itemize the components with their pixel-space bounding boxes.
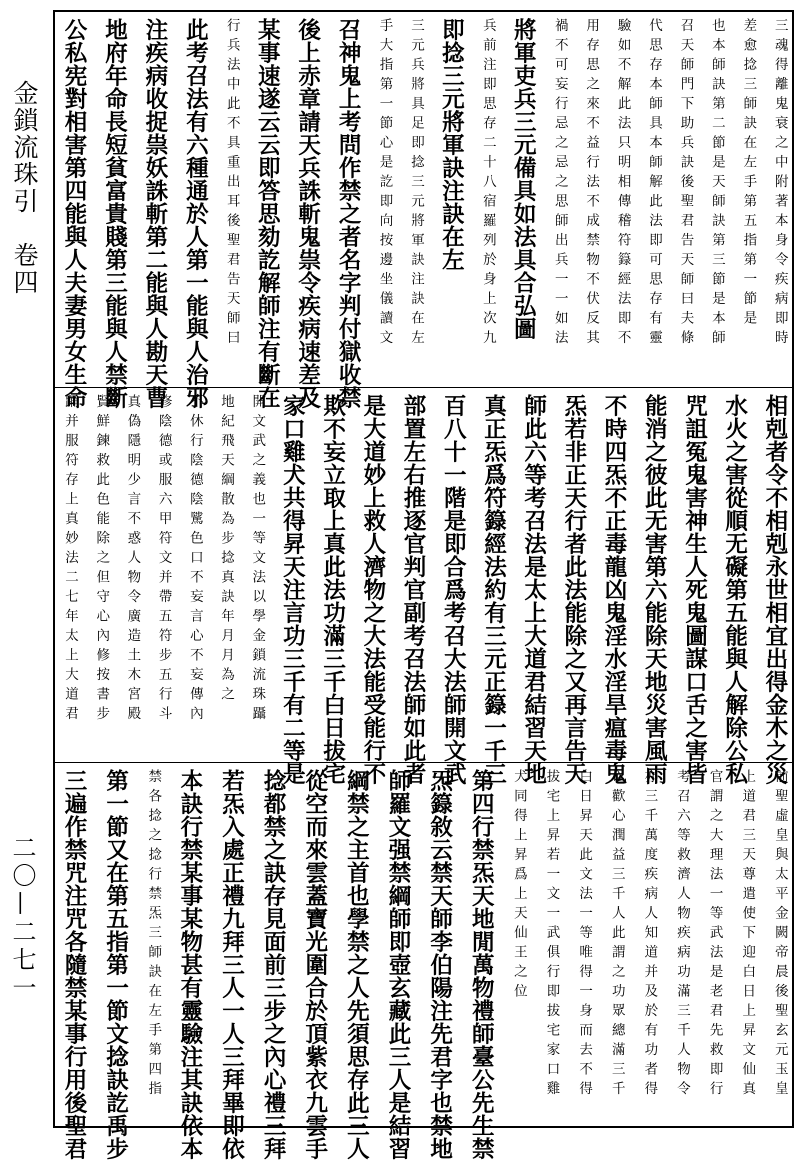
text-column: 差愈捻三師訣在左手第五指第一節是 — [740, 18, 757, 330]
text-column: 注疾病收捉祟妖誅斬第二能與人勘天曹 — [141, 18, 168, 409]
text-column: 三遍作禁咒注咒各隨禁某事行用後聖君 — [61, 769, 87, 1160]
text-column: 是大道妙上救人濟物之大法能受能行不 — [359, 394, 386, 785]
text-column: 踊并服符存上真妙法二七年太上大道君 — [62, 394, 78, 726]
text-column: 召天師門下助兵訣後聖君告天師曰夫條 — [677, 18, 694, 350]
register-top — [55, 12, 792, 409]
text-column: 修陰德或服六甲符文并帶五符步五行斗 — [155, 394, 172, 726]
text-column: 代思存本師具本師解此法即可思存有靈 — [646, 18, 662, 350]
text-column: 第四行禁炁天地閒萬物禮師臺公先生禁 — [468, 769, 495, 1160]
text-column: 手大指第一節心是訖即向按邊坐儀讀文 — [376, 18, 393, 350]
text-frame — [53, 10, 794, 1160]
text-column: 真偽隱明少言不惑人物令廣造土木宮殿 — [124, 394, 141, 726]
text-column: 用存思之來不益行法不成禁物不伏反其 — [583, 18, 600, 350]
text-column: 驗如不解此法只明相傳稽符籙經法即不 — [614, 18, 631, 350]
text-column: 炁籙敘云禁天師李伯陽注先君字也禁地 — [426, 769, 453, 1160]
columns-middle — [61, 394, 788, 785]
text-column: 以歡心潤益三千人此謂之功眾總滿三千 — [608, 769, 625, 1101]
text-column: 炁若非正天行者此法能除之又再言告天 — [560, 394, 587, 785]
text-column: 不時四炁不正毒龍凶鬼淫水淫旱瘟毒鬼 — [601, 394, 628, 785]
text-column: 相剋者令不相剋永世相宜出得金木之災 — [761, 394, 788, 785]
text-column: 地紀飛天綱散為步捻真訣年月月為之 — [218, 394, 235, 706]
text-column: 三魂得離鬼衰之中附著本身令疾病即時 — [771, 18, 788, 350]
text-column: 地府年命長短貧富貴賤第三能與人禁斷 — [101, 18, 128, 409]
text-column: 即捻三元將軍訣注訣在左 — [438, 18, 465, 271]
text-column: 後上赤章請天兵誅斬鬼祟令疾病速差及 — [294, 18, 321, 409]
text-column: 官謂之大理法一等武法是老君先救即行 — [706, 769, 723, 1101]
text-column: 欺不妄立取上真此法功滿三千白日拔宅 — [319, 394, 346, 785]
text-column: 白日昇天此文法一等唯得一身而去不得 — [576, 769, 593, 1101]
text-column: 水火之害從順无礙第五能與人解除公私 — [721, 394, 748, 785]
columns-top — [61, 18, 788, 409]
text-column: 拔宅上昇若一文一武俱行即拔宅家口雞 — [543, 769, 560, 1101]
text-column: 咒詛冤鬼害神生人死鬼圖謀口舌之害皆 — [681, 394, 708, 785]
text-column: 三元兵將具足即捻三元將軍訣注訣在左 — [407, 18, 424, 350]
text-column: 兵前注即思存二十八宿羅列於身上次九 — [479, 18, 496, 350]
text-column: 師此六等考召法是太上大道君結習天地 — [520, 394, 547, 785]
text-column: 部置左右推逐官判官副考召法師如此者 — [400, 394, 427, 785]
text-column: 某事速遂云云即答思劾訖解師注有斷在 — [254, 18, 281, 409]
text-column: 亦三千萬度疾病人知道并及於有功者得 — [641, 769, 658, 1101]
text-column: 前聖虛皇與太平金闕帝晨後聖玄元玉皇 — [771, 769, 788, 1101]
text-column: 行兵法中此不具重出耳後聖君告天師曰 — [223, 18, 240, 350]
text-column: 綱禁之主首也學禁之人先須思存此三人 — [343, 769, 370, 1160]
text-column: 百八十一階是即合爲考召大法師開文武 — [440, 394, 467, 785]
text-column: 師羅文强禁綱師即壺玄藏此三人是結習 — [385, 769, 411, 1160]
text-column: 召神鬼上考問作禁之者名字判付獄收禁 — [335, 18, 362, 409]
text-column: 能消之彼此无害第六能除天地災害風雨 — [641, 394, 668, 785]
text-column: 禍不可妄行忌之忌之思師出兵一一如法 — [551, 18, 568, 350]
page-number-margin: 二〇—二七一 — [8, 835, 36, 1003]
text-column: 賢鮮鍊救此色能除之但守心內修按書步 — [93, 394, 110, 726]
text-column: 若炁入處正禮九拜三人一人三拜畢即依 — [218, 769, 245, 1160]
text-column: 開文武之義也一等文法以學金鎖流珠躡 — [249, 394, 266, 726]
text-column: 真正炁爲符籙經法約有三元正籙一千三 — [480, 394, 507, 785]
text-column: 不休行陰德陰騭色口不妄言心不妄傳內 — [186, 394, 203, 726]
text-column: 從空而來雲蓋寶光圍合於頂紫衣九雲手 — [301, 769, 328, 1160]
text-column: 第一節又在第五指第一節文捻訣訖禹步 — [102, 769, 129, 1160]
text-column: 將軍吏兵三元備具如法具合弘圖 — [510, 18, 537, 340]
register-bottom — [55, 762, 792, 1160]
text-column: 上道君三天尊遣使下迎白日上昇文仙真 — [739, 769, 756, 1101]
text-column: 公私宪對相害第四能與人夫妻男女生命 — [61, 18, 87, 409]
text-column: 捻都禁之訣存見面前三步之內心禮三拜 — [260, 769, 287, 1160]
book-title-margin: 金鎖流珠引 卷四 — [10, 80, 39, 296]
register-middle — [55, 387, 792, 785]
text-column: 本訣行禁某事某物甚有靈驗注其訣依本 — [176, 769, 203, 1160]
text-column: 禁各捻之捻行禁炁三師訣在左手第四指 — [145, 769, 162, 1101]
text-column: 家口雞犬共得昇天注言功三千有二等是 — [279, 394, 306, 785]
columns-bottom — [61, 769, 788, 1160]
text-column: 也本師訣第二節是天師訣第三節是本師 — [708, 18, 725, 350]
text-column: 此考召法有六種通於人第一能與人治邪 — [182, 18, 209, 409]
text-column: 犬同得上昇爲上天仙王之位 — [510, 769, 527, 1003]
text-column: 考召六等救濟人物疾病功滿三千人物令 — [674, 769, 690, 1101]
